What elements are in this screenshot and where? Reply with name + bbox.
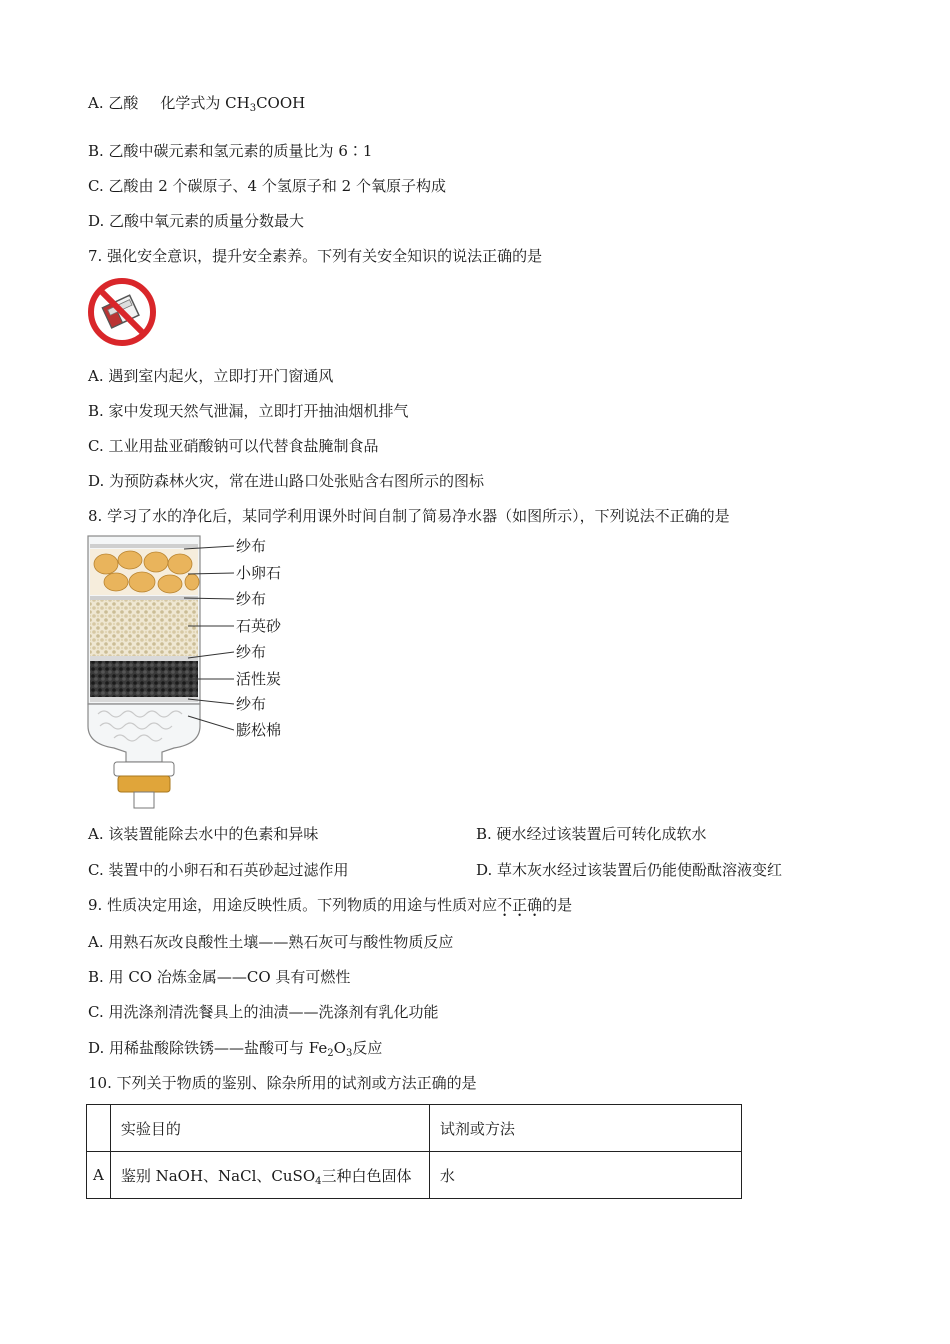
- q10-table: [86, 1104, 742, 1199]
- layer-label-gauze-4: 纱布: [236, 695, 267, 713]
- q9-option-d-tail: 反应: [352, 1039, 383, 1057]
- table-header-cell: 试剂或方法: [429, 1105, 741, 1152]
- q6-option-a-prefix: A. 乙酸: [88, 94, 139, 112]
- water-purifier-diagram: [84, 534, 234, 812]
- emphasis-char: 正: [512, 896, 528, 914]
- q6-option-c: C. 乙酸由 2 个碳原子、4 个氢原子和 2 个氧原子构成: [88, 177, 446, 195]
- layer-label-activated-carbon: 活性炭: [236, 670, 282, 688]
- q7-option-a: A. 遇到室内起火，立即打开门窗通风: [88, 367, 334, 385]
- layer-label-quartz-sand: 石英砂: [236, 617, 282, 635]
- q7-stem: 7. 强化安全意识，提升安全素养。下列有关安全知识的说法正确的是: [88, 247, 543, 265]
- table-header-row: [87, 1105, 742, 1152]
- q10-stem: 10. 下列关于物质的鉴别、除杂所用的试剂或方法正确的是: [88, 1074, 477, 1092]
- table-cell-method: 水: [429, 1152, 741, 1199]
- q6-option-a-tail: COOH: [256, 94, 306, 112]
- subscript: 2: [327, 1048, 334, 1059]
- q8-stem: 8. 学习了水的净化后，某同学利用课外时间自制了简易净水器（如图所示），下列说法不正确的是: [88, 507, 730, 525]
- goal-text-tail: 三种白色固体: [321, 1166, 412, 1185]
- q6-option-d: D. 乙酸中氧元素的质量分数最大: [88, 212, 305, 230]
- table-cell-label: A: [87, 1152, 111, 1199]
- q9-option-a: A. 用熟石灰改良酸性土壤——熟石灰可与酸性物质反应: [88, 933, 454, 951]
- subscript: 3: [249, 103, 257, 114]
- q6-option-a: [88, 93, 305, 113]
- q9-stem-text: 9. 性质决定用途，用途反映性质。下列物质的用途与性质对应: [88, 896, 498, 914]
- q9-stem: [88, 895, 572, 915]
- q6-option-a-text: 化学式为 CH: [160, 94, 250, 112]
- table-header-cell: 实验目的: [110, 1105, 429, 1152]
- q8-option-a: A. 该装置能除去水中的色素和异味: [88, 825, 319, 843]
- q8-option-d: D. 草木灰水经过该装置后仍能使酚酞溶液变红: [476, 861, 783, 879]
- table-row: [87, 1152, 742, 1199]
- subscript: 4: [315, 1175, 322, 1187]
- q9-option-c: C. 用洗涤剂清洗餐具上的油渍——洗涤剂有乳化功能: [88, 1003, 439, 1021]
- no-matches-icon: [88, 278, 156, 346]
- table-cell-goal: [110, 1152, 429, 1199]
- q8-option-b: B. 硬水经过该装置后可转化成软水: [476, 825, 707, 843]
- layer-label-gauze-1: 纱布: [236, 537, 267, 555]
- emphasis-char: 确: [527, 896, 543, 914]
- q7-option-d: D. 为预防森林火灾，常在进山路口处张贴含右图所示的图标: [88, 472, 485, 490]
- q9-stem-tail: 的是: [542, 896, 573, 914]
- q9-option-d-formula: O: [333, 1039, 346, 1057]
- q9-option-d-text: D. 用稀盐酸除铁锈——盐酸可与 Fe: [88, 1039, 328, 1057]
- layer-label-cotton: 膨松棉: [236, 721, 282, 739]
- q6-option-b: B. 乙酸中碳元素和氢元素的质量比为 6∶1: [88, 142, 373, 160]
- emphasis-char: 不: [497, 896, 513, 914]
- subscript: 3: [345, 1048, 353, 1059]
- q7-option-b: B. 家中发现天然气泄漏，立即打开抽油烟机排气: [88, 402, 409, 420]
- q7-option-c: C. 工业用盐亚硝酸钠可以代替食盐腌制食品: [88, 437, 379, 455]
- q9-option-d: [88, 1038, 382, 1058]
- layer-label-pebbles: 小卵石: [236, 564, 282, 582]
- layer-label-gauze-2: 纱布: [236, 590, 267, 608]
- q8-option-c: C. 装置中的小卵石和石英砂起过滤作用: [88, 861, 349, 879]
- table-header-cell: [87, 1105, 111, 1152]
- layer-label-gauze-3: 纱布: [236, 643, 267, 661]
- goal-text: 鉴别 NaOH、NaCl、CuSO: [120, 1166, 316, 1185]
- q9-option-b: B. 用 CO 冶炼金属——CO 具有可燃性: [88, 968, 351, 986]
